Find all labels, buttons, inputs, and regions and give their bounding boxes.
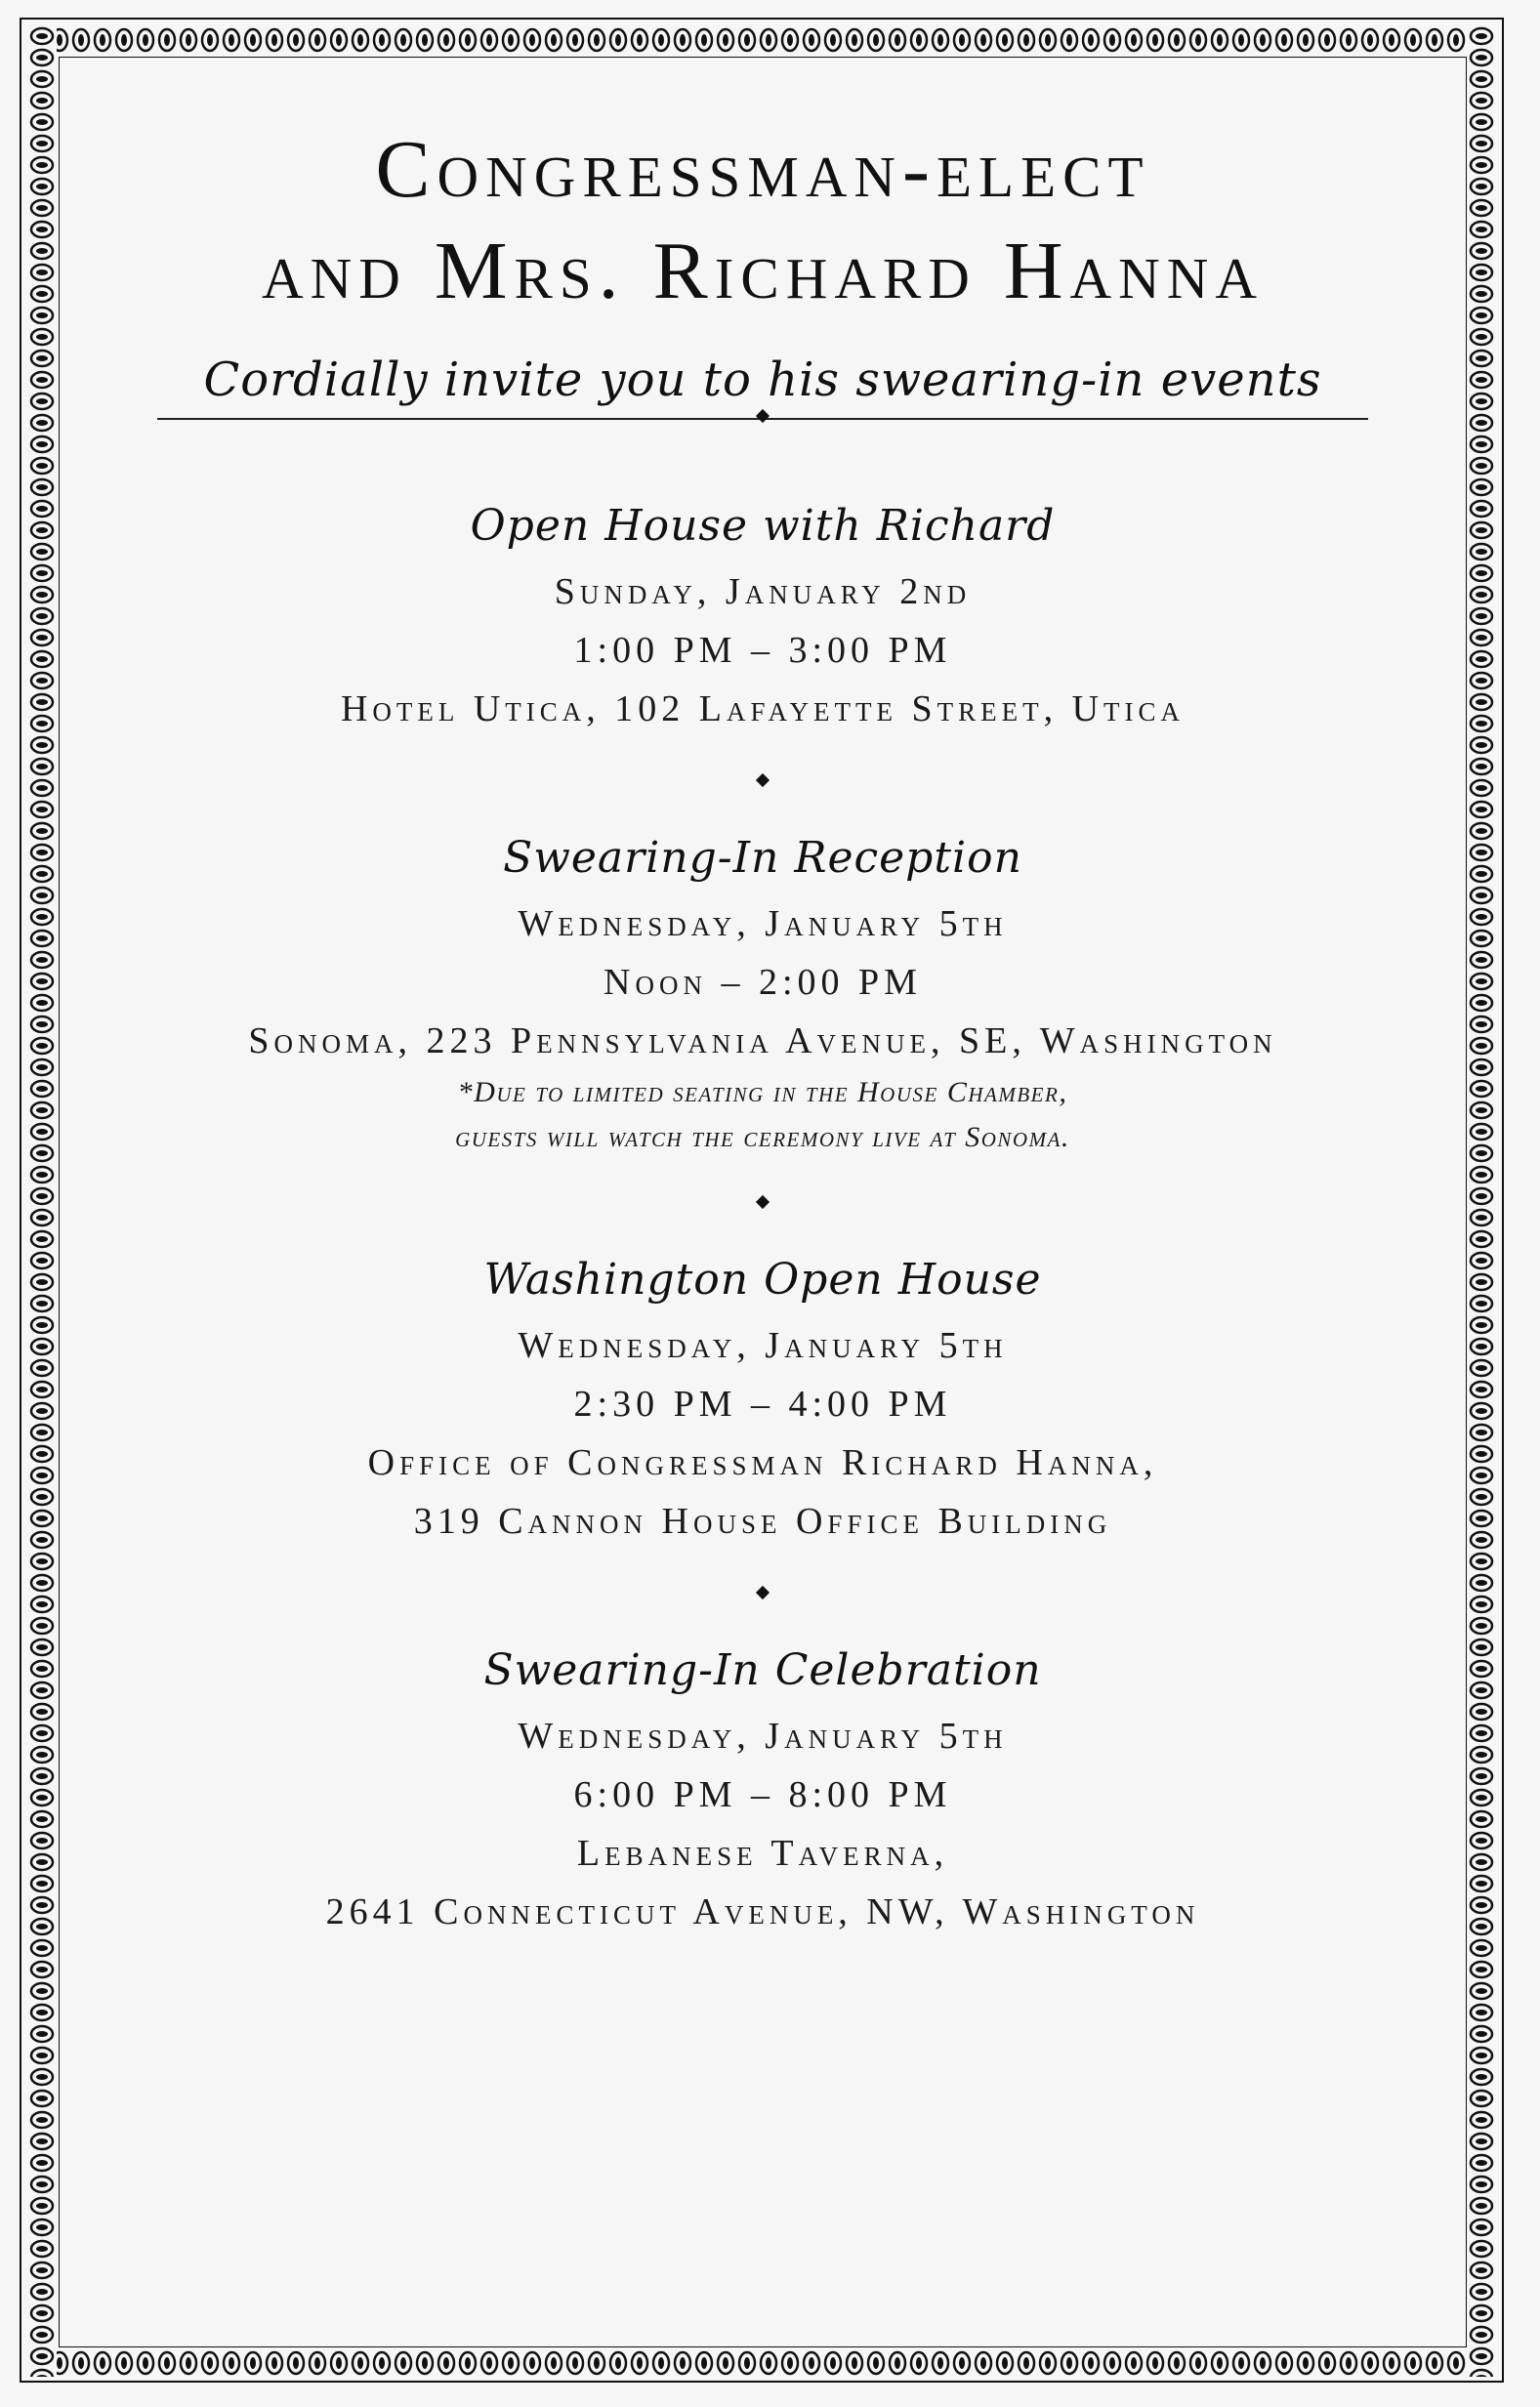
event-title: Open House with Richard <box>470 501 1056 551</box>
event-washington-open-house <box>59 1244 1467 1551</box>
invitation-text: Cordially invite you to his swearing-in events <box>203 353 1322 407</box>
event-swearing-in-celebration <box>59 1635 1467 1941</box>
event-title: Swearing-In Celebration <box>483 1645 1042 1695</box>
invitation-line <box>157 346 1368 434</box>
event-note: guests will watch the ceremony live at Sonoma. <box>455 1121 1070 1153</box>
heading-line-2: and Mrs. Richard Hanna <box>262 226 1264 316</box>
section-separator <box>59 1160 1467 1244</box>
event-date: Sunday, January 2nd <box>554 571 972 612</box>
event-time: 1:00 PM – 3:00 PM <box>573 630 952 671</box>
event-date: Wednesday, January 5th <box>518 1325 1008 1366</box>
section-separator <box>59 1551 1467 1635</box>
diamond-ornament-icon <box>756 1586 770 1599</box>
event-date: Wednesday, January 5th <box>518 1716 1008 1757</box>
ornamental-border-bottom <box>27 2348 1496 2378</box>
event-location: 319 Cannon House Office Building <box>413 1501 1112 1542</box>
invitation-content <box>59 57 1467 1941</box>
event-title: Washington Open House <box>483 1255 1042 1305</box>
event-location: Sonoma, 223 Pennsylvania Avenue, SE, Washington <box>248 1020 1277 1061</box>
ornamental-border-right <box>1467 25 1496 2377</box>
event-location: Lebanese Taverna, <box>576 1833 949 1874</box>
event-date: Wednesday, January 5th <box>518 903 1008 944</box>
event-open-house-utica <box>59 490 1467 738</box>
event-title: Swearing-In Reception <box>503 833 1022 883</box>
event-location: 2641 Connecticut Avenue, NW, Washington <box>325 1891 1200 1932</box>
event-swearing-in-reception <box>59 822 1467 1160</box>
heading-line-1: Congressman-elect <box>375 124 1150 215</box>
event-time: 6:00 PM – 8:00 PM <box>573 1774 952 1815</box>
event-location: Hotel Utica, 102 Lafayette Street, Utica <box>340 688 1186 729</box>
event-time: Noon – 2:00 PM <box>604 962 922 1003</box>
diamond-ornament-icon <box>756 1195 770 1209</box>
event-note: *Due to limited seating in the House Chamber, <box>457 1076 1068 1108</box>
section-separator <box>59 738 1467 822</box>
event-time: 2:30 PM – 4:00 PM <box>573 1384 952 1425</box>
event-location: Office of Congressman Richard Hanna, <box>367 1442 1158 1483</box>
ornamental-border-left <box>27 25 57 2377</box>
diamond-ornament-icon <box>756 773 770 787</box>
ornamental-border-top <box>27 25 1496 55</box>
